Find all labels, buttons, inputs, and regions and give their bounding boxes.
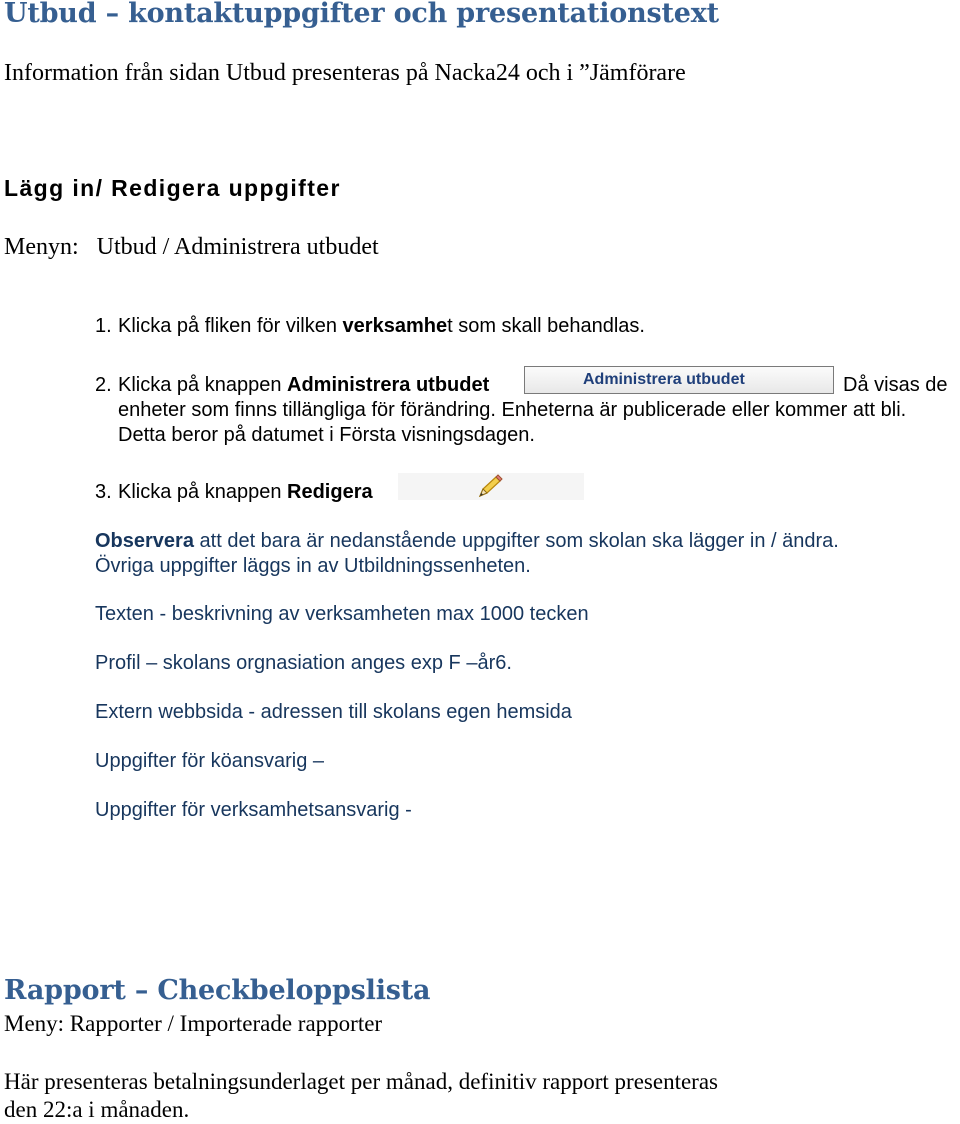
redigera-button-image	[398, 473, 584, 500]
step-1-post: t som skall behandlas.	[447, 315, 645, 337]
rapport-body-line2: den 22:a i månaden.	[4, 1097, 190, 1122]
item-verksamhetsansvarig: Uppgifter för verksamhetsansvarig -	[95, 799, 412, 821]
page-title: Utbud – kontaktuppgifter och presentationstext	[4, 0, 719, 29]
item-profil: Profil – skolans orgnasiation anges exp F –år6.	[95, 652, 512, 674]
rapport-menu: Meny: Rapporter / Importerade rapporter	[4, 1011, 383, 1036]
menu-line	[4, 234, 379, 261]
step-1-number: 1.	[95, 315, 112, 337]
step-2-after: Då visas de	[843, 374, 948, 396]
note-line1-rest: att det bara är nedanstående uppgifter som skolan ska lägger in / ändra.	[193, 530, 839, 552]
step-3-text	[118, 481, 373, 504]
item-koansvarig: Uppgifter för köansvarig –	[95, 750, 325, 772]
intro-text: Information från sidan Utbud presenteras på Nacka24 och i ”Jämförare	[4, 60, 686, 86]
note-observera: Observera	[95, 530, 194, 552]
administrera-utbudet-button-image	[524, 366, 834, 394]
rapport-body-line1: Här presenteras betalningsunderlaget per månad, definitiv rapport presenteras	[4, 1069, 718, 1094]
step-2-text	[118, 374, 489, 397]
pencil-icon	[476, 474, 504, 505]
item-texten: Texten - beskrivning av verksamheten max 1000 tecken	[95, 603, 589, 625]
administrera-utbudet-button-label: Administrera utbudet	[583, 371, 745, 388]
section-heading-rapport: Rapport – Checkbeloppslista	[4, 975, 431, 1006]
step-1-pre: Klicka på fliken för vilken	[118, 315, 343, 337]
step-1-bold: verksamhe	[342, 315, 448, 337]
note-line1	[95, 530, 839, 553]
step-3-bold: Redigera	[287, 481, 373, 503]
step-2-number: 2.	[95, 374, 112, 396]
item-extern-webbsida: Extern webbsida - adressen till skolans egen hemsida	[95, 701, 572, 723]
step-3-pre: Klicka på knappen	[118, 481, 288, 503]
step-2-pre: Klicka på knappen	[118, 374, 288, 396]
step-2-line3: Detta beror på datumet i Första visningsdagen.	[118, 424, 535, 446]
menu-path: Utbud / Administrera utbudet	[96, 234, 379, 260]
menu-label: Menyn:	[4, 234, 79, 260]
step-3-number: 3.	[95, 481, 112, 503]
section-heading-edit: Lägg in/ Redigera uppgifter	[4, 175, 341, 201]
note-line2: Övriga uppgifter läggs in av Utbildningssenheten.	[95, 555, 531, 577]
step-2-bold: Administrera utbudet	[287, 374, 490, 396]
step-1-text	[118, 315, 645, 338]
step-2-line2: enheter som finns tillängliga för förändring. Enheterna är publicerade eller kommer att bli.	[118, 399, 907, 421]
